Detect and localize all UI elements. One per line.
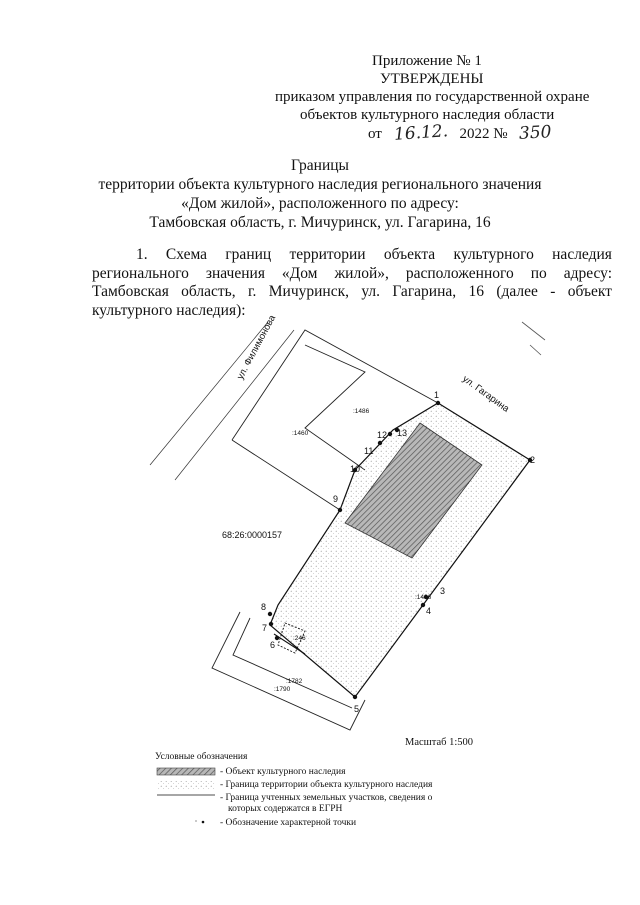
- point-5: [353, 695, 357, 699]
- cadastral-quarter-label: 68:26:0000157: [222, 530, 283, 540]
- point-8: [268, 612, 272, 616]
- paragraph-word: Мичуринск,: [268, 283, 350, 300]
- legend-symbol-point: [202, 821, 205, 824]
- appendix-number: Приложение № 1: [372, 53, 482, 69]
- paragraph-word: расположенного: [405, 264, 514, 282]
- order-line-1: приказом управления по государственной охране: [275, 89, 590, 105]
- legend-item-parcels: - Граница учтенных земельных участков, сведения о: [220, 793, 433, 803]
- paragraph-word: 1.: [136, 246, 148, 263]
- paragraph-word: объект: [567, 283, 612, 300]
- street-line-filimonova: [175, 330, 294, 480]
- point-label-5: 5: [354, 704, 360, 714]
- street-label-gagarina: ул. Гагарина: [460, 373, 512, 415]
- paragraph-word: (далее: [496, 283, 538, 300]
- parcel-label: :1790: [274, 686, 291, 693]
- legend-symbol-point-mark: [195, 820, 196, 821]
- point-7: [269, 622, 273, 626]
- paragraph-word: культурного: [453, 246, 534, 263]
- paragraph-line-4: культурного наследия):: [92, 301, 246, 319]
- date-handwritten: 16.12.: [392, 121, 449, 145]
- date-prefix: от: [368, 126, 382, 142]
- point-label-3: 3: [440, 586, 446, 596]
- paragraph-word: регионального: [92, 264, 189, 282]
- scan-mark: [530, 345, 541, 355]
- point-label-1: 1: [434, 390, 440, 400]
- point-label-6: 6: [270, 640, 276, 650]
- paragraph-word: 16: [468, 283, 484, 300]
- parcel-label: :1782: [286, 678, 303, 685]
- point-6: [275, 636, 279, 640]
- paragraph-word: Гагарина,: [392, 283, 457, 300]
- paragraph-word: границ: [225, 246, 272, 263]
- title-line-1: Границы: [291, 157, 349, 174]
- parcel-label: :1486: [415, 594, 432, 601]
- title-line-3: «Дом жилой», расположенного по адресу:: [181, 195, 459, 212]
- paragraph-word: г.: [247, 283, 257, 300]
- point-1: [436, 401, 440, 405]
- point-label-10: 10: [350, 464, 361, 474]
- legend-item-territory: - Граница территории объекта культурного наследия: [220, 780, 433, 790]
- number-handwritten: 350: [518, 122, 553, 144]
- map-scale: Масштаб 1:500: [405, 737, 474, 748]
- point-label-4: 4: [426, 606, 432, 616]
- title-line-4: Тамбовская область, г. Мичуринск, ул. Гагарина, 16: [149, 214, 491, 231]
- paragraph-word: адресу:: [563, 264, 612, 282]
- order-line-2: объектов культурного наследия области: [300, 107, 555, 123]
- point-4: [421, 603, 425, 607]
- parcel-label: :1460: [292, 430, 309, 437]
- legend-item-building: - Объект культурного наследия: [220, 767, 346, 777]
- parcel-label: :1486: [353, 408, 370, 415]
- point-label-2: 2: [530, 455, 536, 465]
- street-line-filimonova: [150, 322, 268, 465]
- paragraph-word: по: [530, 264, 547, 282]
- scan-mark: [522, 322, 545, 340]
- paragraph-word: Схема: [165, 246, 208, 263]
- paragraph-word: «Дом: [281, 264, 318, 282]
- paragraph-word: наследия: [552, 246, 612, 263]
- street-label-filimonova: ул. Филимонова: [234, 313, 279, 382]
- legend-item-point: - Обозначение характерной точки: [220, 818, 357, 828]
- legend-title: Условные обозначения: [155, 752, 248, 762]
- paragraph-word: территории: [289, 246, 366, 263]
- paragraph-word: объекта: [383, 246, 436, 263]
- point-label-7: 7: [262, 623, 268, 633]
- point-11: [378, 441, 382, 445]
- point-12: [388, 432, 392, 436]
- point-label-13: 13: [397, 428, 408, 438]
- year-number: 2022 №: [459, 126, 508, 142]
- paragraph-word: ул.: [361, 283, 381, 300]
- paragraph-word: жилой»,: [334, 264, 389, 282]
- parcel-1486-west: [232, 440, 340, 510]
- paragraph-word: область,: [181, 283, 236, 300]
- paragraph-word: Тамбовская: [92, 283, 169, 300]
- approved-label: УТВЕРЖДЕНЫ: [380, 71, 484, 87]
- legend-symbol-territory: [157, 781, 215, 789]
- paragraph-word: -: [550, 283, 556, 300]
- point-9: [338, 508, 342, 512]
- point-label-8: 8: [261, 602, 267, 612]
- paragraph-word: значения: [205, 264, 265, 282]
- legend-item-parcels-cont: которых содержатся в ЕГРН: [228, 804, 343, 814]
- title-line-2: территории объекта культурного наследия регионального значения: [98, 176, 542, 193]
- parcel-label: :246: [293, 635, 306, 642]
- point-label-9: 9: [333, 494, 339, 504]
- point-label-11: 11: [364, 446, 374, 456]
- legend-symbol-building: [157, 768, 215, 775]
- point-label-12: 12: [377, 430, 388, 440]
